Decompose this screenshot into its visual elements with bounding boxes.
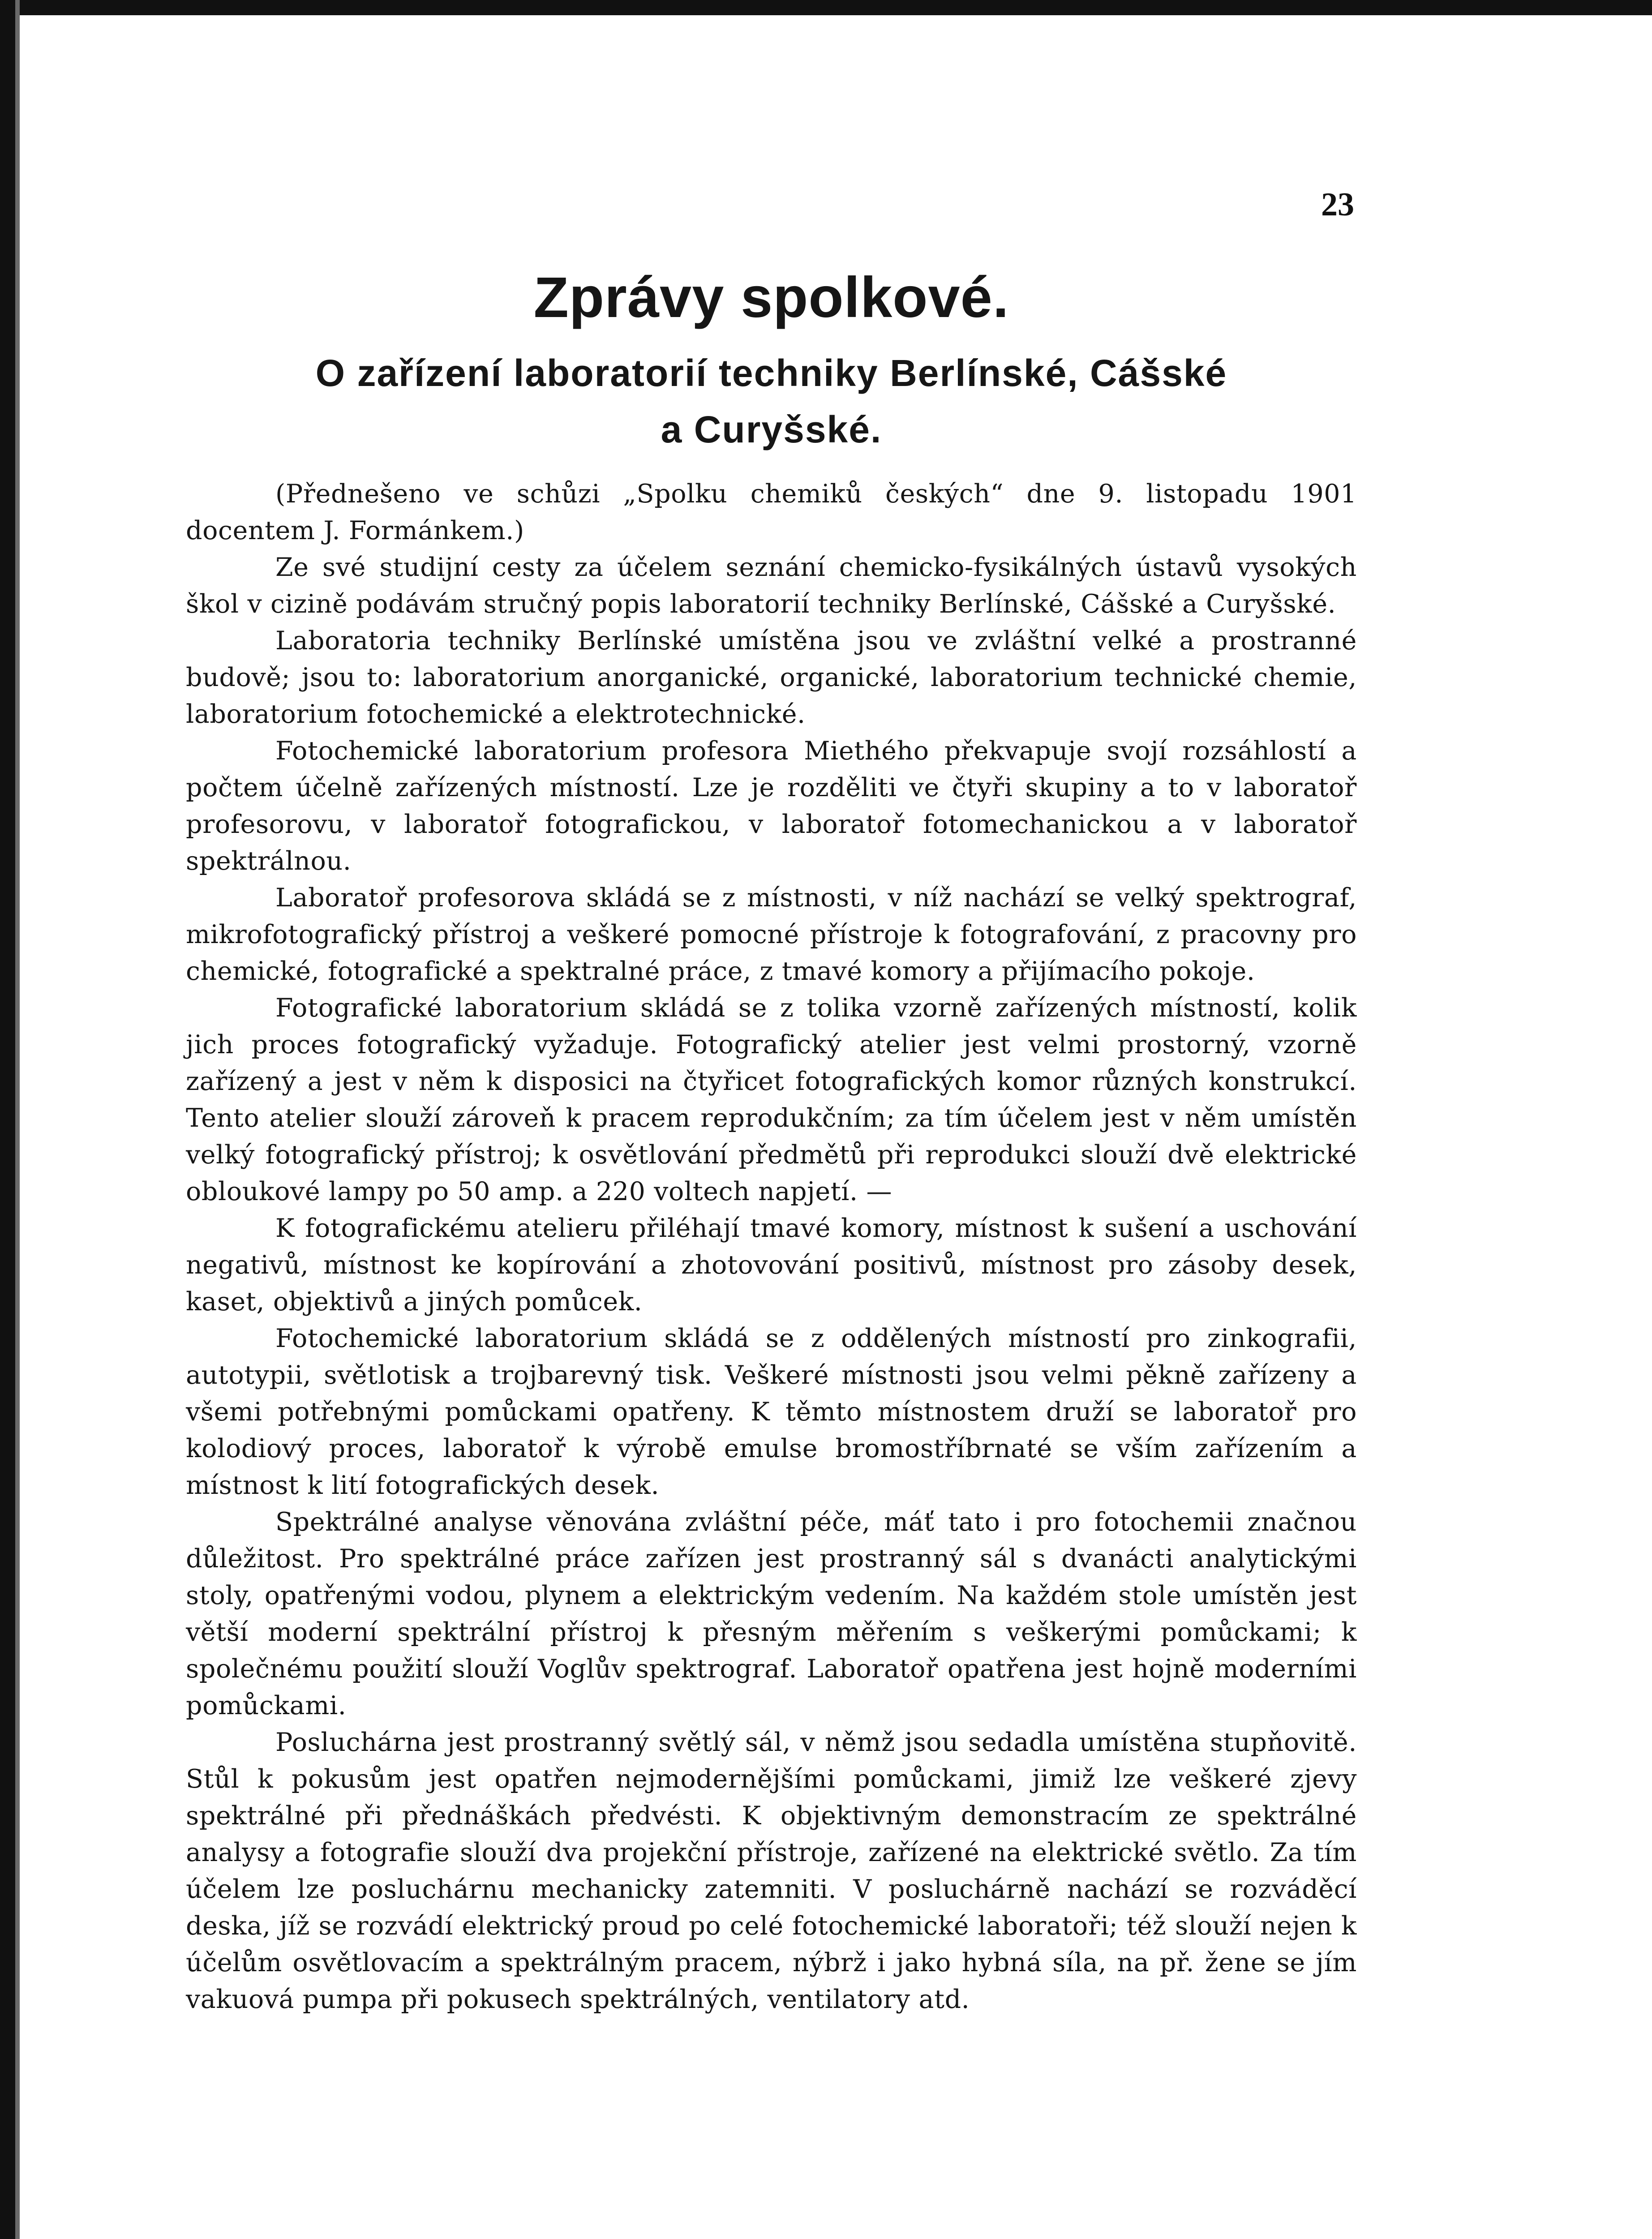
article-title: [186, 345, 1357, 458]
article: [186, 264, 1357, 2018]
section-title: Zprávy spolkové.: [533, 266, 1009, 330]
paragraph-spectral-analysis: Spektrálné analyse věnována zvláštní péče, máť tato i pro fotochemii značnou důležitost. Pro spektrálné práce zařízen jest prostranný sál s dvanácti analytickými stoly, opatřenými vodou, plynem a elektrickým vedením. Na každém stole umístěn jest větší moderní spektrální přístroj k přesným měřením s veškerými pomůckami; k společnému použití slouží Voglův spektrograf. Laboratoř opatřena jest hojně moderními pomůckami.: [186, 1507, 1357, 1720]
paragraph-intro: Ze své studijní cesty za účelem seznání chemicko-fysikálných ústavů vysokých škol v cizině podávám stručný popis laboratorií techniky Berlínské, Cášské a Curyšské.: [186, 553, 1357, 619]
scan-border-left-shadow: [15, 0, 20, 2239]
paragraph-photomechanical-rooms: Fotochemické laboratorium skládá se z oddělených místností pro zinkografii, autotypii, světlotisk a trojbarevný tisk. Veškeré místnosti jsou velmi pěkně zařízeny a všemi potřebnými pomůckami opatřeny. K těmto místnostem druží se laboratoř pro kolodiový proces, laboratoř k výrobě emulse bromostříbrnaté se vším zařízením a místnost k lití fotografických desek.: [186, 1324, 1357, 1500]
article-title-line-2: a Curyšské.: [661, 408, 882, 450]
scan-border-left: [0, 0, 15, 2239]
paragraph-photographic-laboratory: Fotografické laboratorium skládá se z tolika vzorně zařízených místností, kolik jich proces fotografický vyžaduje. Fotografický atelier jest velmi prostorný, vzorně zařízený a jest v něm k disposici na čtyřicet fotografických komor různých konstrukcí. Tento atelier slouží zároveň k pracem reprodukčním; za tím účelem jest v něm umístěn velký fotografický přístroj; k osvětlování předmětů při reprodukci slouží dvě elektrické obloukové lampy po 50 amp. a 220 voltech napjetí. —: [186, 993, 1357, 1206]
paragraph-berlin-laboratories: Laboratoria techniky Berlínské umístěna jsou ve zvláštní velké a prostranné budově; jsou to: laboratorium anorganické, organické, laboratorium technické chemie, laboratorium fotochemické a elektrotechnické.: [186, 626, 1357, 729]
page-number: 23: [1321, 186, 1354, 223]
paragraph-photochemical-laboratory: Fotochemické laboratorium profesora Miethého překvapuje svojí rozsáhlostí a počtem účelně zařízených místností. Lze je rozděliti ve čtyři skupiny a to v laboratoř profesorovu, v laboratoř fotografickou, v laboratoř fotomechanickou a v laboratoř spektrálnou.: [186, 736, 1357, 876]
article-title-line-1: O zařízení laboratorií techniky Berlínské, Cášské: [315, 352, 1227, 394]
scan-border-top: [0, 0, 1652, 15]
paragraph-professor-laboratory: Laboratoř profesorova skládá se z místnosti, v níž nachází se velký spektrograf, mikrofotografický přístroj a veškeré pomocné přístroje k fotografování, z pracovny pro chemické, fotografické a spektralné práce, z tmavé komory a přijímacího pokoje.: [186, 883, 1357, 986]
article-body: [186, 476, 1357, 2018]
lecture-note: (Přednešeno ve schůzi „Spolku chemiků českých“ dne 9. listopadu 1901 docentem J. Formánkem.): [186, 479, 1357, 545]
paragraph-lecture-hall: Posluchárna jest prostranný světlý sál, v němž jsou sedadla umístěna stupňovitě. Stůl k pokusům jest opatřen nejmodernějšími pomůckami, jimiž lze veškeré zjevy spektrálné při přednáškách předvésti. K objektivným demonstracím ze spektrálné analysy a fotografie slouží dva projekční přístroje, zařízené na elektrické světlo. Za tím účelem lze posluchárnu mechanicky zatemniti. V posluchárně nachází se rozváděcí deska, jíž se rozvádí elektrický proud po celé fotochemické laboratoři; též slouží nejen k účelům osvětlovacím a spektrálným pracem, nýbrž i jako hybná síla, na př. žene se jím vakuová pumpa při pokusech spektrálných, ventilatory atd.: [186, 1728, 1357, 2014]
paragraph-dark-rooms: K fotografickému atelieru přiléhají tmavé komory, místnost k sušení a uschování negativů, místnost ke kopírování a zhotovování positivů, místnost pro zásoby desek, kaset, objektivů a jiných pomůcek.: [186, 1214, 1357, 1317]
